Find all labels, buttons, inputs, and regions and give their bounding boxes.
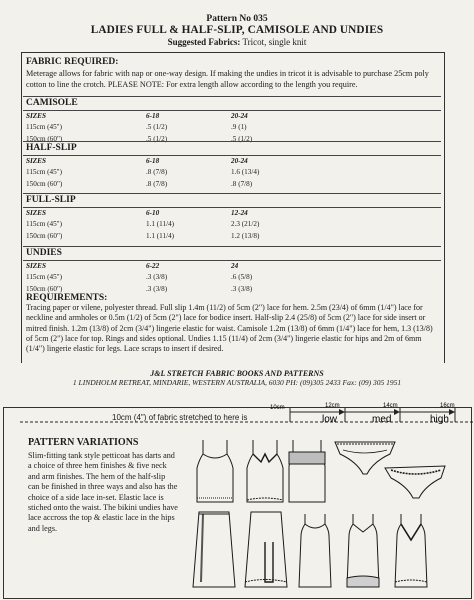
meterage-cell: 1.1 (11/4) <box>146 220 175 228</box>
meterage-cell: .3 (3/8) <box>231 285 253 293</box>
size-column-header: 20-24 <box>231 157 248 165</box>
table-rule <box>23 193 441 194</box>
fabric-width: 115cm (45") <box>26 220 63 228</box>
table-rule <box>23 260 441 261</box>
size-column-header: 6-18 <box>146 112 160 120</box>
table-rule <box>23 155 441 156</box>
meterage-cell: .3 (3/8) <box>146 285 168 293</box>
pattern-variations-text: Slim-fitting tank style petticoat has darts and a choice of three hem finishes & five neck and arm finishes. The hem of the half-slip can be finished in three ways and also has the choice of a side lace in-set. Elastic lace is stiched onto the waist. The bikini undies have lace accross the top & elastic lace in the hips and legs. <box>28 451 178 533</box>
half-slip-illustration <box>245 512 287 587</box>
meterage-cell: 1.6 (13/4) <box>231 168 260 176</box>
requirements-heading: REQUIREMENTS: <box>26 293 108 303</box>
fabric-width: 115cm (45") <box>26 123 63 131</box>
level-high: high <box>430 414 449 425</box>
pattern-title: LADIES FULL & HALF-SLIP, CAMISOLE AND UNDIES <box>90 24 384 36</box>
meterage-cell: .5 (1/2) <box>146 123 168 131</box>
meterage-cell: .5 (1/2) <box>231 135 253 143</box>
level-med: med <box>372 414 392 425</box>
camisole-band-illustration <box>289 440 325 502</box>
table-heading: HALF-SLIP <box>26 143 77 153</box>
meterage-cell: .3 (3/8) <box>146 273 168 281</box>
mark-10cm: 10cm <box>270 405 285 411</box>
publisher-address: 1 LINDHOLM RETREAT, MINDARIE, WESTERN AUSTRALIA, 6030 PH: (09)305 2433 Fax: (09) 305 1951 <box>72 378 402 387</box>
pattern-number: Pattern No 035 <box>206 14 268 24</box>
size-column-header: 6-18 <box>146 157 160 165</box>
table-rule <box>23 207 441 208</box>
sizes-label: SIZES <box>26 209 46 217</box>
table-rule <box>23 246 441 247</box>
garment-illustrations <box>185 432 470 597</box>
pattern-variations-heading: PATTERN VARIATIONS <box>28 437 139 448</box>
table-heading: CAMISOLE <box>26 98 78 108</box>
camisole-lace-illustration <box>247 440 283 502</box>
level-low: low <box>322 414 338 425</box>
half-slip-side-lace-illustration <box>193 512 235 587</box>
meterage-cell: 1.2 (13/8) <box>231 232 260 240</box>
table-rule <box>23 110 441 111</box>
fabric-width: 150cm (60") <box>26 135 63 143</box>
size-column-header: 6-10 <box>146 209 160 217</box>
table-rule <box>23 141 441 142</box>
undies-bikini-illustration <box>385 466 445 498</box>
size-column-header: 24 <box>231 262 239 270</box>
meterage-cell: 1.1 (11/4) <box>146 232 175 240</box>
meterage-cell: .8 (7/8) <box>146 168 168 176</box>
fabric-required-note: Meterage allows for fabric with nap or one-way design. If making the undies in tricot it is advisable to purchase 25cm poly cotton to line the crotch. PLEASE NOTE: For extra length allow according to the length you require. <box>26 69 429 89</box>
meterage-cell: 2.3 (21/2) <box>231 220 260 228</box>
publisher-name: J&L STRETCH FABRIC BOOKS AND PATTERNS <box>150 369 324 378</box>
fabric-width: 150cm (60") <box>26 232 63 240</box>
suggested-fabrics-label: Suggested Fabrics: <box>167 37 241 47</box>
table-heading: UNDIES <box>26 248 62 258</box>
meterage-cell: .9 (1) <box>231 123 247 131</box>
fabric-width: 115cm (45") <box>26 273 63 281</box>
fabric-width: 115cm (45") <box>26 168 63 176</box>
full-slip-lace-bodice-illustration <box>395 514 427 587</box>
mark-12cm: 12cm <box>325 403 340 409</box>
stretch-label: 10cm (4") of fabric stretched to here is <box>112 413 248 422</box>
sizes-label: SIZES <box>26 157 46 165</box>
mark-14cm: 14cm <box>383 403 398 409</box>
table-rule <box>23 96 441 97</box>
table-heading: FULL-SLIP <box>26 195 76 205</box>
suggested-fabrics <box>0 37 474 47</box>
camisole-plain-illustration <box>197 440 233 502</box>
sizes-label: SIZES <box>26 112 46 120</box>
size-column-header: 12-24 <box>231 209 248 217</box>
meterage-cell: .5 (1/2) <box>146 135 168 143</box>
size-column-header: 20-24 <box>231 112 248 120</box>
meterage-cell: .8 (7/8) <box>146 180 168 188</box>
size-column-header: 6-22 <box>146 262 160 270</box>
meterage-cell: .6 (5/8) <box>231 273 253 281</box>
full-slip-plain-illustration <box>299 514 331 587</box>
meterage-cell: .8 (7/8) <box>231 180 253 188</box>
full-slip-lace-hem-illustration <box>347 514 379 587</box>
requirements-text: Tracing paper or vilene, polyester thread. Full slip 1.4m (11/2) of 5cm (2") lace for hem. 2.5m (23/4) of 6mm (1/4") lace for neckline and armholes or 0.5m (1/2) of 5cm (2") lace for bodice insert. Half-slip 2.4 (25/8) of 5cm (2") lace for side insert or mitred finish. 1.2m (13/8) of 2cm (3/4") lingerie elastic for waist. Camisole 1.2m (13/8) of 6mm (1/4") lace for hem, 1.3 (13/8) of 5cm (2") lace for top. Rings and sides optional. Undies 1.15 (11/4) of 2cm (3/4") lingerie elastic for hips and 2m of 6mm (1/4") lingerie elastic for legs. Lace scraps to insert if desired. <box>26 303 433 354</box>
fabric-width: 150cm (60") <box>26 285 63 293</box>
fabric-width: 150cm (60") <box>26 180 63 188</box>
mark-16cm: 16cm <box>440 403 455 409</box>
sizes-label: SIZES <box>26 262 46 270</box>
suggested-fabrics-value: Tricot, single knit <box>242 37 307 47</box>
fabric-required-heading: FABRIC REQUIRED: <box>26 57 119 67</box>
